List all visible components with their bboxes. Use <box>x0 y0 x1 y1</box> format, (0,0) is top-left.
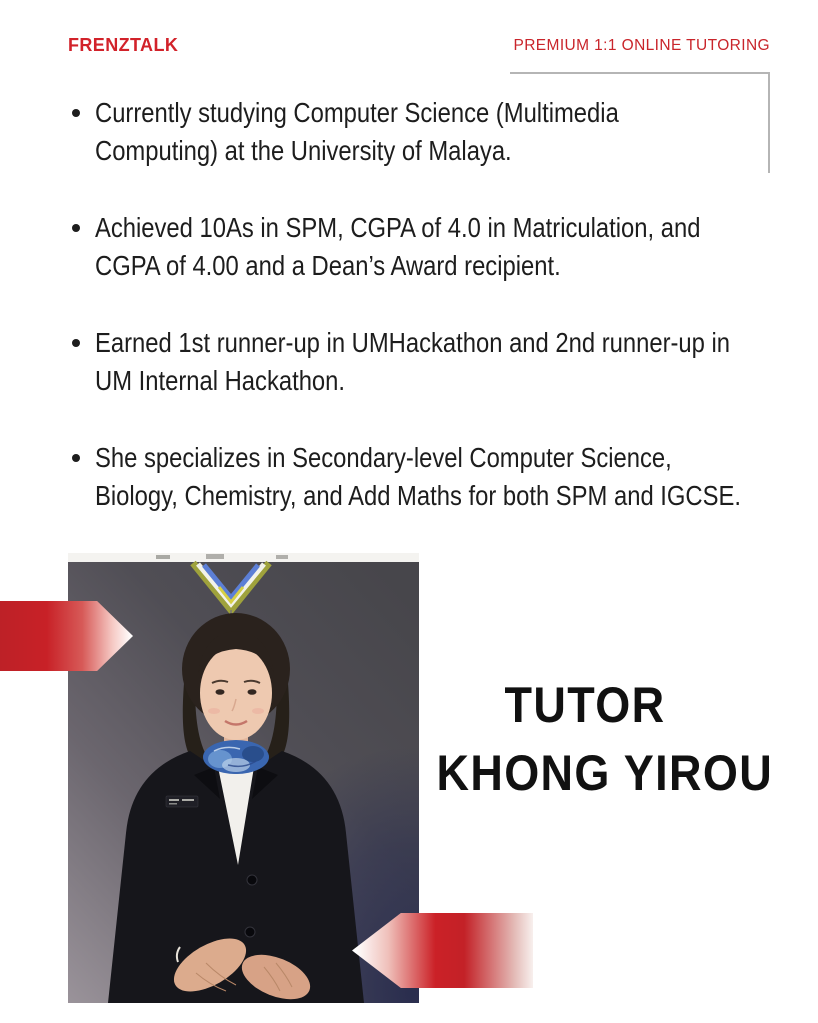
blush-left <box>208 708 220 714</box>
list-item-subjects <box>68 439 768 515</box>
bullet-line: CGPA of 4.00 and a Dean’s Award recipient. <box>95 250 561 281</box>
bullet-line: Biology, Chemistry, and Add Maths for both SPM and IGCSE. <box>95 480 741 511</box>
photo-top-mark <box>156 555 170 559</box>
list-item-study <box>68 94 768 170</box>
bullet-text <box>95 324 730 400</box>
blue-scarf <box>203 740 269 774</box>
bullet-line: She specializes in Secondary-level Computer Science, <box>95 442 672 473</box>
blazer-button-bottom <box>245 927 255 937</box>
tutor-photo <box>68 553 419 1003</box>
name-tag <box>166 796 198 807</box>
brand-logo-text: FRENZTALK <box>68 35 179 55</box>
qualifications-list <box>68 94 768 554</box>
photo-top-light-strip <box>68 553 419 562</box>
tutor-name: KHONG YIROU <box>436 745 774 801</box>
bullet-line: Currently studying Computer Science (Multimedia <box>95 97 619 128</box>
tutor-name-block <box>420 671 774 807</box>
bullet-marker <box>72 224 80 232</box>
bullet-marker <box>72 339 80 347</box>
eye-right <box>248 689 257 695</box>
face <box>200 646 272 740</box>
blazer-button-top <box>247 875 257 885</box>
list-item-hackathon <box>68 324 768 400</box>
bullet-text <box>95 209 700 285</box>
eye-left <box>216 689 225 695</box>
bullet-line: Achieved 10As in SPM, CGPA of 4.0 in Matriculation, and <box>95 212 701 243</box>
bullet-marker <box>72 109 80 117</box>
header-tagline: PREMIUM 1:1 ONLINE TUTORING <box>513 37 770 54</box>
photo-top-mark <box>206 554 224 559</box>
tutor-title: TUTOR <box>504 677 666 733</box>
bullet-line: Computing) at the University of Malaya. <box>95 135 512 166</box>
tutor-photo-illustration <box>68 553 419 1003</box>
bullet-marker <box>72 454 80 462</box>
bullet-text <box>95 94 619 170</box>
bullet-line: Earned 1st runner-up in UMHackathon and 2nd runner-up in <box>95 327 731 358</box>
list-item-results <box>68 209 768 285</box>
photo-top-mark <box>276 555 288 559</box>
bullet-text <box>95 439 741 515</box>
bullet-line: UM Internal Hackathon. <box>95 365 346 396</box>
blush-right <box>252 708 264 714</box>
